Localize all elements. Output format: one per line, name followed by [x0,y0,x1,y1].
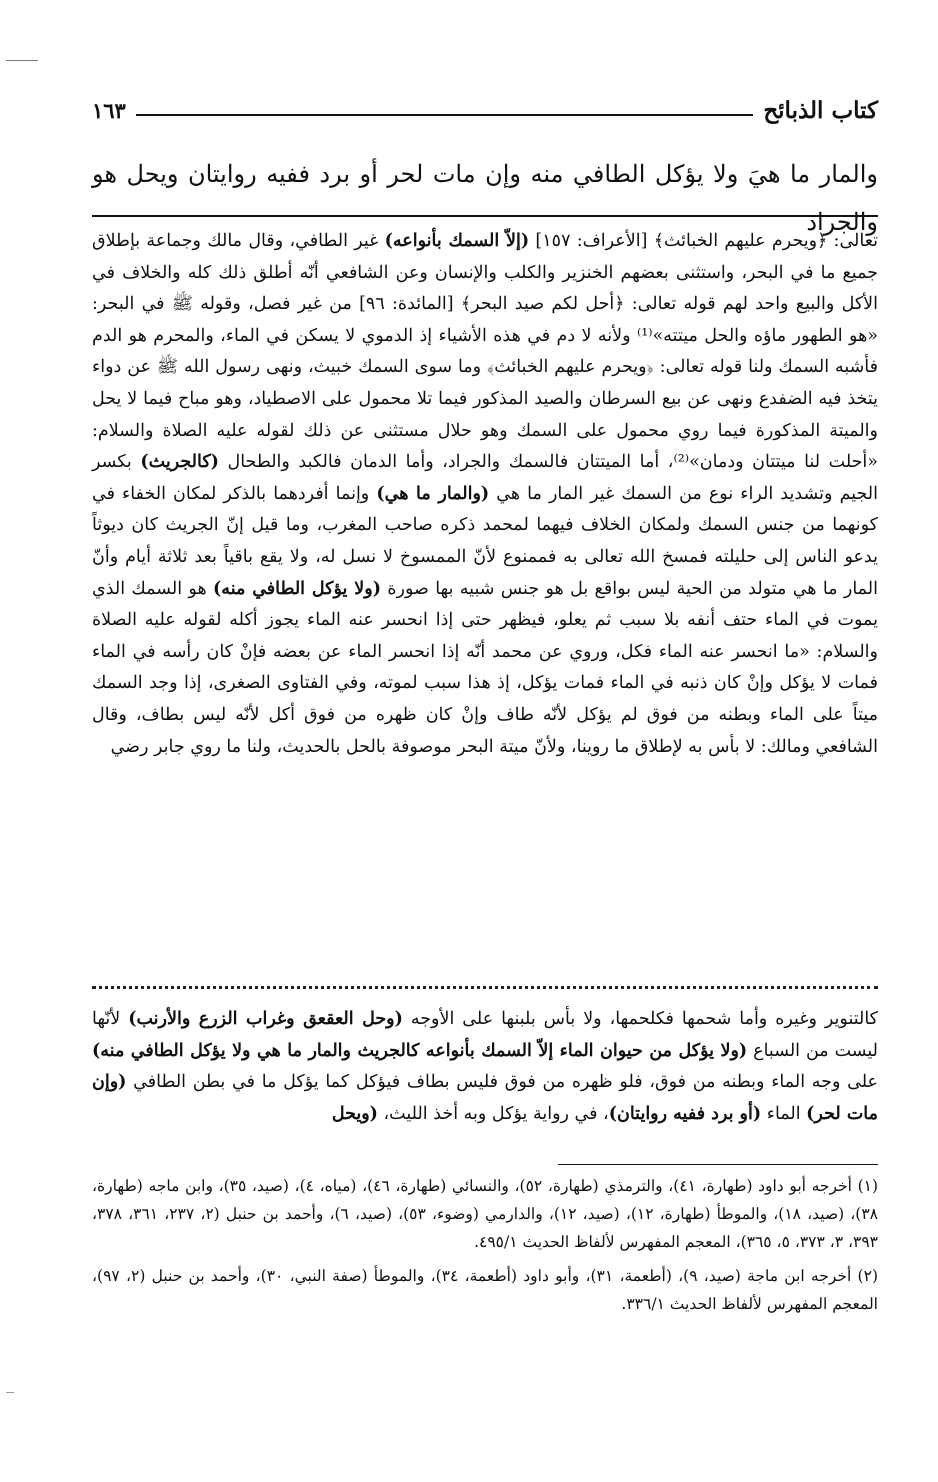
dotted-separator [92,986,878,999]
sharh-paragraph [92,226,878,763]
footnotes [92,1172,878,1324]
bold-quote: (أو برد ففيه روايتان) [608,1103,762,1124]
bold-quote: (ولا يؤكل الطافي منه) [213,578,381,599]
bold-quote: (وإن مات لحر) [92,1072,878,1124]
text-run: غير الطافي، وقال مالك وجماعة بإطلاق جميع ما في البحر، واستثنى بعضهم الخنزير والكلب والإنسان وعن الشافعي أنّه أطلق ذلك كله والخلاف في الأكل والبيع واحد لهم قوله تعالى: ﴿أحل لكم صيد البحر﴾ [المائدة: ٩٦] من غير فصل، وقوله ﷺ في البحر: «هو الطهور ماؤه والحل ميتته»⁽¹⁾ ولأنه لا دم في هذه الأشياء إذ الدموي لا يسكن في الماء، والمحرم هو الدم فأشبه السمك ولنا قوله تعالى: ﴿ويحرم عليهم الخبائث﴾ وما سوى السمك خبيث، ونهى رسول الله ﷺ عن دواء يتخذ فيه الضفدع ونهى عن بيع السرطان والصيد المذكور فيما تلا محمول على الاصطياد، وهو مباح فيما لا يحل والميتة المذكورة فيما روي محمول على السمك وهو حلال مستثنى عن ذلك لقوله عليه الصلاة والسلام: «أحلت لنا ميتتان ودمان»⁽²⁾، أما الميتتان فالسمك والجراد، وأما الدمان فالكبد والطحال [92,231,879,473]
chapter-title: كتاب الذبائح [763,96,878,124]
bold-quote: (وحل العقعق وغراب الزرع والأرنب) [128,1009,403,1029]
scan-tick [6,1392,14,1393]
bold-quote: (ولا يؤكل من حيوان الماء إلاّ السمك بأنواعه كالجريث والمار ما هي ولا يؤكل الطافي منه) [92,1040,748,1061]
text-run: على وجه الماء وبطنه من فوق، فلو ظهره من فوق فليس بطاف فيؤكل كما يؤكل ما في بطن الطافي [126,1072,878,1093]
footnote-number: (٢) [857,1267,878,1285]
header-rule [136,114,753,116]
bold-quote: (كالجريث) [140,452,219,473]
page-number: ١٦٣ [92,97,126,123]
marginal-commentary [92,1004,878,1130]
hashiya-paragraph [92,1004,878,1130]
footnote-rule [558,1164,878,1165]
footnote-number: (١) [857,1177,879,1195]
footnote [92,1172,878,1256]
text-run: وإنما أفردهما بالذكر لمكان الخفاء في كونهما من جنس السمك ولمكان الخلاف فيهما لمحمد ذكره صاحب المغرب، وما قيل إنّ الجريث كان ديوثاً يدعو الناس إلى حليلته فمسخ الله تعالى به فممنوع لأنّ الممسوخ لا نسل له، ولا يقع باقياً بعد ثلاثة أيام وأنّ المار ما هي متولد من الحية ليس بواقع بل هو جنس شبيه بها صورة [92,483,878,599]
text-run: كالتنوير وغيره وأما شحمها فكلحمها، ولا بأس بلبنها على الأوجه [402,1009,879,1029]
scan-mark [6,60,38,61]
text-run: لأنّها ليست من السباع [92,1009,878,1061]
footnote-text: أخرجه ابن ماجة (صيد، ٩)، (أطعمة، ٣١)، وأبو داود (أطعمة، ٣٤)، والموطأ (صفة النبي، ٣٠)، وأحمد بن حنبل (٢، ٩٧)، المعجم المفهرس لألفاظ الحديث ٣٣٦/١. [92,1267,878,1313]
commentary [92,226,878,763]
main-text-line: والمار ما هيَ ولا يؤكل الطافي منه وإن مات لحر أو برد ففيه روايتان ويحل هو والجراد [92,160,879,236]
footnote [92,1262,878,1318]
bold-quote: (والمار ما هي) [376,483,490,504]
text-run: تعالى: ﴿ويحرم عليهم الخبائث﴾ [الأعراف: ١٥٧] [529,231,879,251]
footnote-text: أخرجه أبو داود (طهارة، ٤١)، والترمذي (طهارة، ٥٢)، والنسائي (طهارة، ٤٦)، (مياه، ٤)، (صيد، ٣٥)، وابن ماجه (طهارة، ٣٨)، (صيد، ١٨)، والموطأ (طهارة، ١٢)، (صيد، ١٢)، والدارمي (وضوء، ٥٣)، (صيد، ٦)، وأحمد بن حنبل (٢، ٢٣٧، ٣٦١، ٣٧٨، ٣٩٣، ٣، ٣٧٣، ٥، ٣٦٥)، المعجم المفهرس لألفاظ الحديث ٤٩٥/١. [92,1177,878,1251]
running-header [92,92,878,128]
text-run: هو السمك الذي يموت في الماء حتف أنفه بلا سبب ثم يعلو، فيظهر حتى إذا انحسر عنه الماء يجوز أكله لقوله عليه الصلاة والسلام: «ما انحسر عنه الماء فكل، وروي عن محمد أنّه إذا انحسر الماء عن بعضه فإنْ كان رأسه في الماء فمات لا يؤكل وإنْ كان ذنبه في الماء فمات يؤكل، إذ هذا سبب لموته، وفي الفتاوى الصغرى، إذا وجد السمك ميتاً على الماء وبطنه من فوق لم يؤكل لأنّه طاف وإنْ كان ظهره من فوق أكل لأنّه ليس بطاف، وقال الشافعي ومالك: لا بأس به لإطلاق ما روينا، ولأنّ ميتة البحر موصوفة بالحل بالحديث، ولنا ما روي جابر رضي [92,578,878,757]
bold-quote: (ويحل [331,1103,378,1124]
main-text-rule [92,215,878,217]
text-run: الماء [761,1103,807,1124]
bold-quote: (إلاّ السمك بأنواعه) [384,231,530,251]
text-run: بكسر الجيم وتشديد الراء نوع من السمك غير المار ما هي [92,452,878,504]
text-run: ، في رواية يؤكل وبه أخذ الليث، [377,1103,609,1124]
